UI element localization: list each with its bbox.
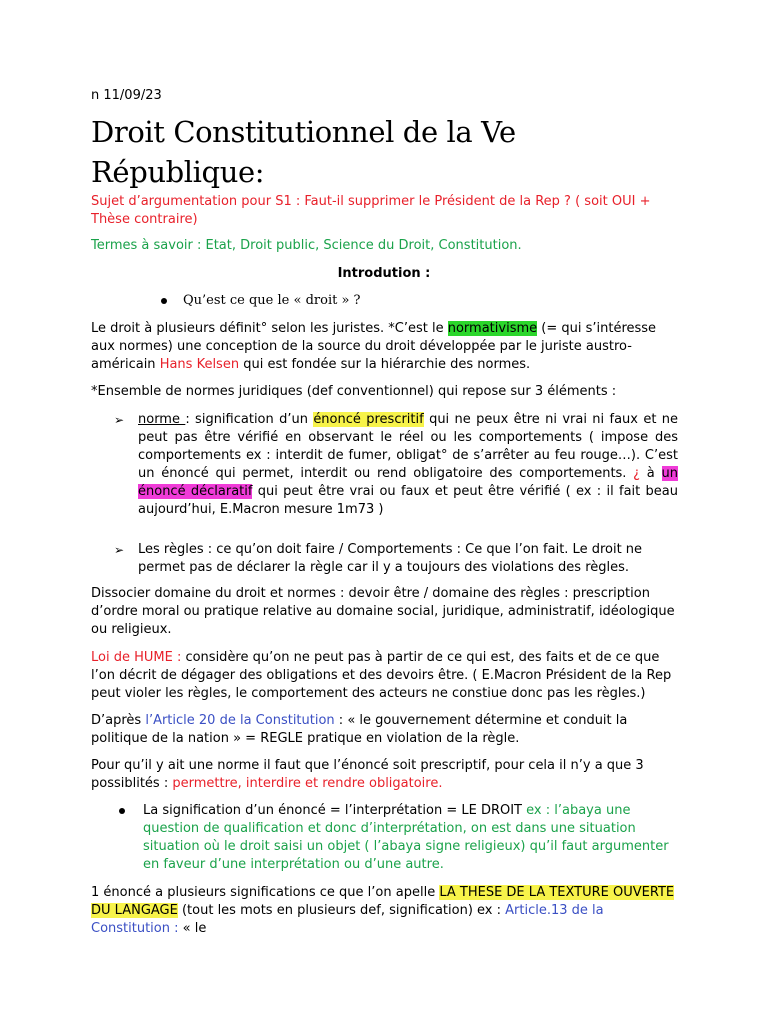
highlight-enonce-prescritif: énoncé prescritif — [313, 412, 424, 427]
paragraph-normativisme — [91, 320, 681, 374]
paragraph-hume — [91, 649, 681, 703]
bullet-icon — [161, 298, 167, 304]
paragraph-article-20 — [91, 712, 681, 748]
question-bullet — [161, 293, 361, 308]
article-13-ref: Article.13 de la Constitution : — [91, 903, 604, 936]
text-span: Pour qu’il y ait une norme il faut que l’énoncé soit prescriptif, pour cela il n’y a que 3 possiblités : — [91, 758, 644, 791]
text-span: La signification d’un énoncé = l’interprétation = LE DROIT — [143, 803, 527, 818]
list-item-regles — [114, 541, 678, 577]
text-span: D’après — [91, 713, 146, 728]
list-item-signification — [143, 802, 683, 874]
list-item-norme — [114, 411, 679, 519]
paragraph-ensemble: *Ensemble de normes juridiques (def conventionnel) qui repose sur 3 éléments : — [91, 384, 617, 399]
text-span: qui peut être vrai ou faux et peut être vérifié ( ex : il fait beau aujourd’hui, E.Macron mesure 1m73 ) — [138, 484, 679, 517]
text-span: (tout les mots en plusieurs def, signification) ex : — [177, 903, 506, 918]
highlight-texture-ouverte: LA THESE DE LA TEXTURE OUVERTE DU LANGAGE — [91, 885, 675, 918]
kelsen-name: Hans Kelsen — [159, 357, 240, 372]
page-title: Droit Constitutionnel de la Ve République: — [91, 115, 516, 189]
subject-line: Sujet d’argumentation pour S1 : Faut-il supprimer le Président de la Rep ? ( soit OUI + Thèse contraire) — [91, 194, 651, 227]
abaya-example: ex : l’abaya une question de qualification et donc d’interprétation, on est dans une situation situation où le droit saisi un objet ( l’abaya signe religieux) qu’il faut argumenter en faveur d’une interprétation ou d’une autre. — [143, 803, 669, 872]
text-span: : « le gouvernement détermine et conduit la politique de la nation » = REGLE pratique en violation de la règle. — [91, 713, 628, 746]
text-span: considère qu’on ne peut pas à partir de ce qui est, des faits et de ce que l’on décrit de dégager des obligations et des devoirs être. ( E.Macron Président de la Rep peut violer les règles, le comportement des acteurs ne constiue donc pas les règles.) — [91, 650, 672, 701]
arrow-bullet-icon: ➢ — [114, 413, 125, 427]
arrow-bullet-icon: ➢ — [114, 543, 125, 557]
text-span: à — [640, 466, 662, 481]
text-span: (= qui s’intéresse aux normes) une conception de la source du droit développée par le juriste austro-américain — [91, 321, 657, 372]
highlight-enonce-declaratif: un énoncé déclaratif — [138, 466, 678, 499]
bullet-icon — [119, 808, 125, 814]
inverted-question-mark: ¿ — [633, 466, 641, 481]
terms-line: Termes à savoir : Etat, Droit public, Science du Droit, Constitution. — [91, 238, 522, 253]
paragraph-texture-ouverte — [91, 884, 681, 938]
text-span: qui ne peux être ni vrai ni faux et ne peut pas être vérifié en observant le réel ou les comportements ( impose des comportements ex : interdit de fumer, obligat° de s’arrêter au feu rouge…). C’est un énoncé qui permet, interdit ou rend obligatoire des comportements. — [138, 412, 679, 481]
text-span: : signification d’un — [185, 412, 314, 427]
intro-heading: Introdution : — [337, 266, 431, 281]
paragraph-dissocier: Dissocier domaine du droit et normes : devoir être / domaine des règles : prescription d’ordre moral ou pratique relative au domaine social, juridique, administratif, idéologique ou religieux. — [91, 586, 675, 637]
question-text: Qu’est ce que le « droit » ? — [183, 293, 361, 308]
three-possibilities: permettre, interdire et rendre obligatoire. — [172, 776, 443, 791]
text-span: Les règles : ce qu’on doit faire / Comportements : Ce que l’on fait. Le droit ne permet pas de déclarer la règle car il y a toujours des violations des règles. — [138, 542, 643, 575]
hume-label: Loi de HUME : — [91, 650, 182, 665]
date-line: n 11/09/23 — [91, 88, 162, 103]
paragraph-prescriptif — [91, 757, 681, 793]
text-span: Le droit à plusieurs définit° selon les juristes. *C’est le — [91, 321, 448, 336]
article-20-ref: l’Article 20 de la Constitution — [145, 713, 335, 728]
text-span: qui est fondée sur la hiérarchie des normes. — [239, 357, 531, 372]
norme-term: norme — [138, 412, 186, 427]
highlight-normativisme: normativisme — [447, 321, 538, 336]
text-span: 1 énoncé a plusieurs significations ce que l’on apelle — [91, 885, 440, 900]
text-span: « le — [178, 921, 207, 936]
